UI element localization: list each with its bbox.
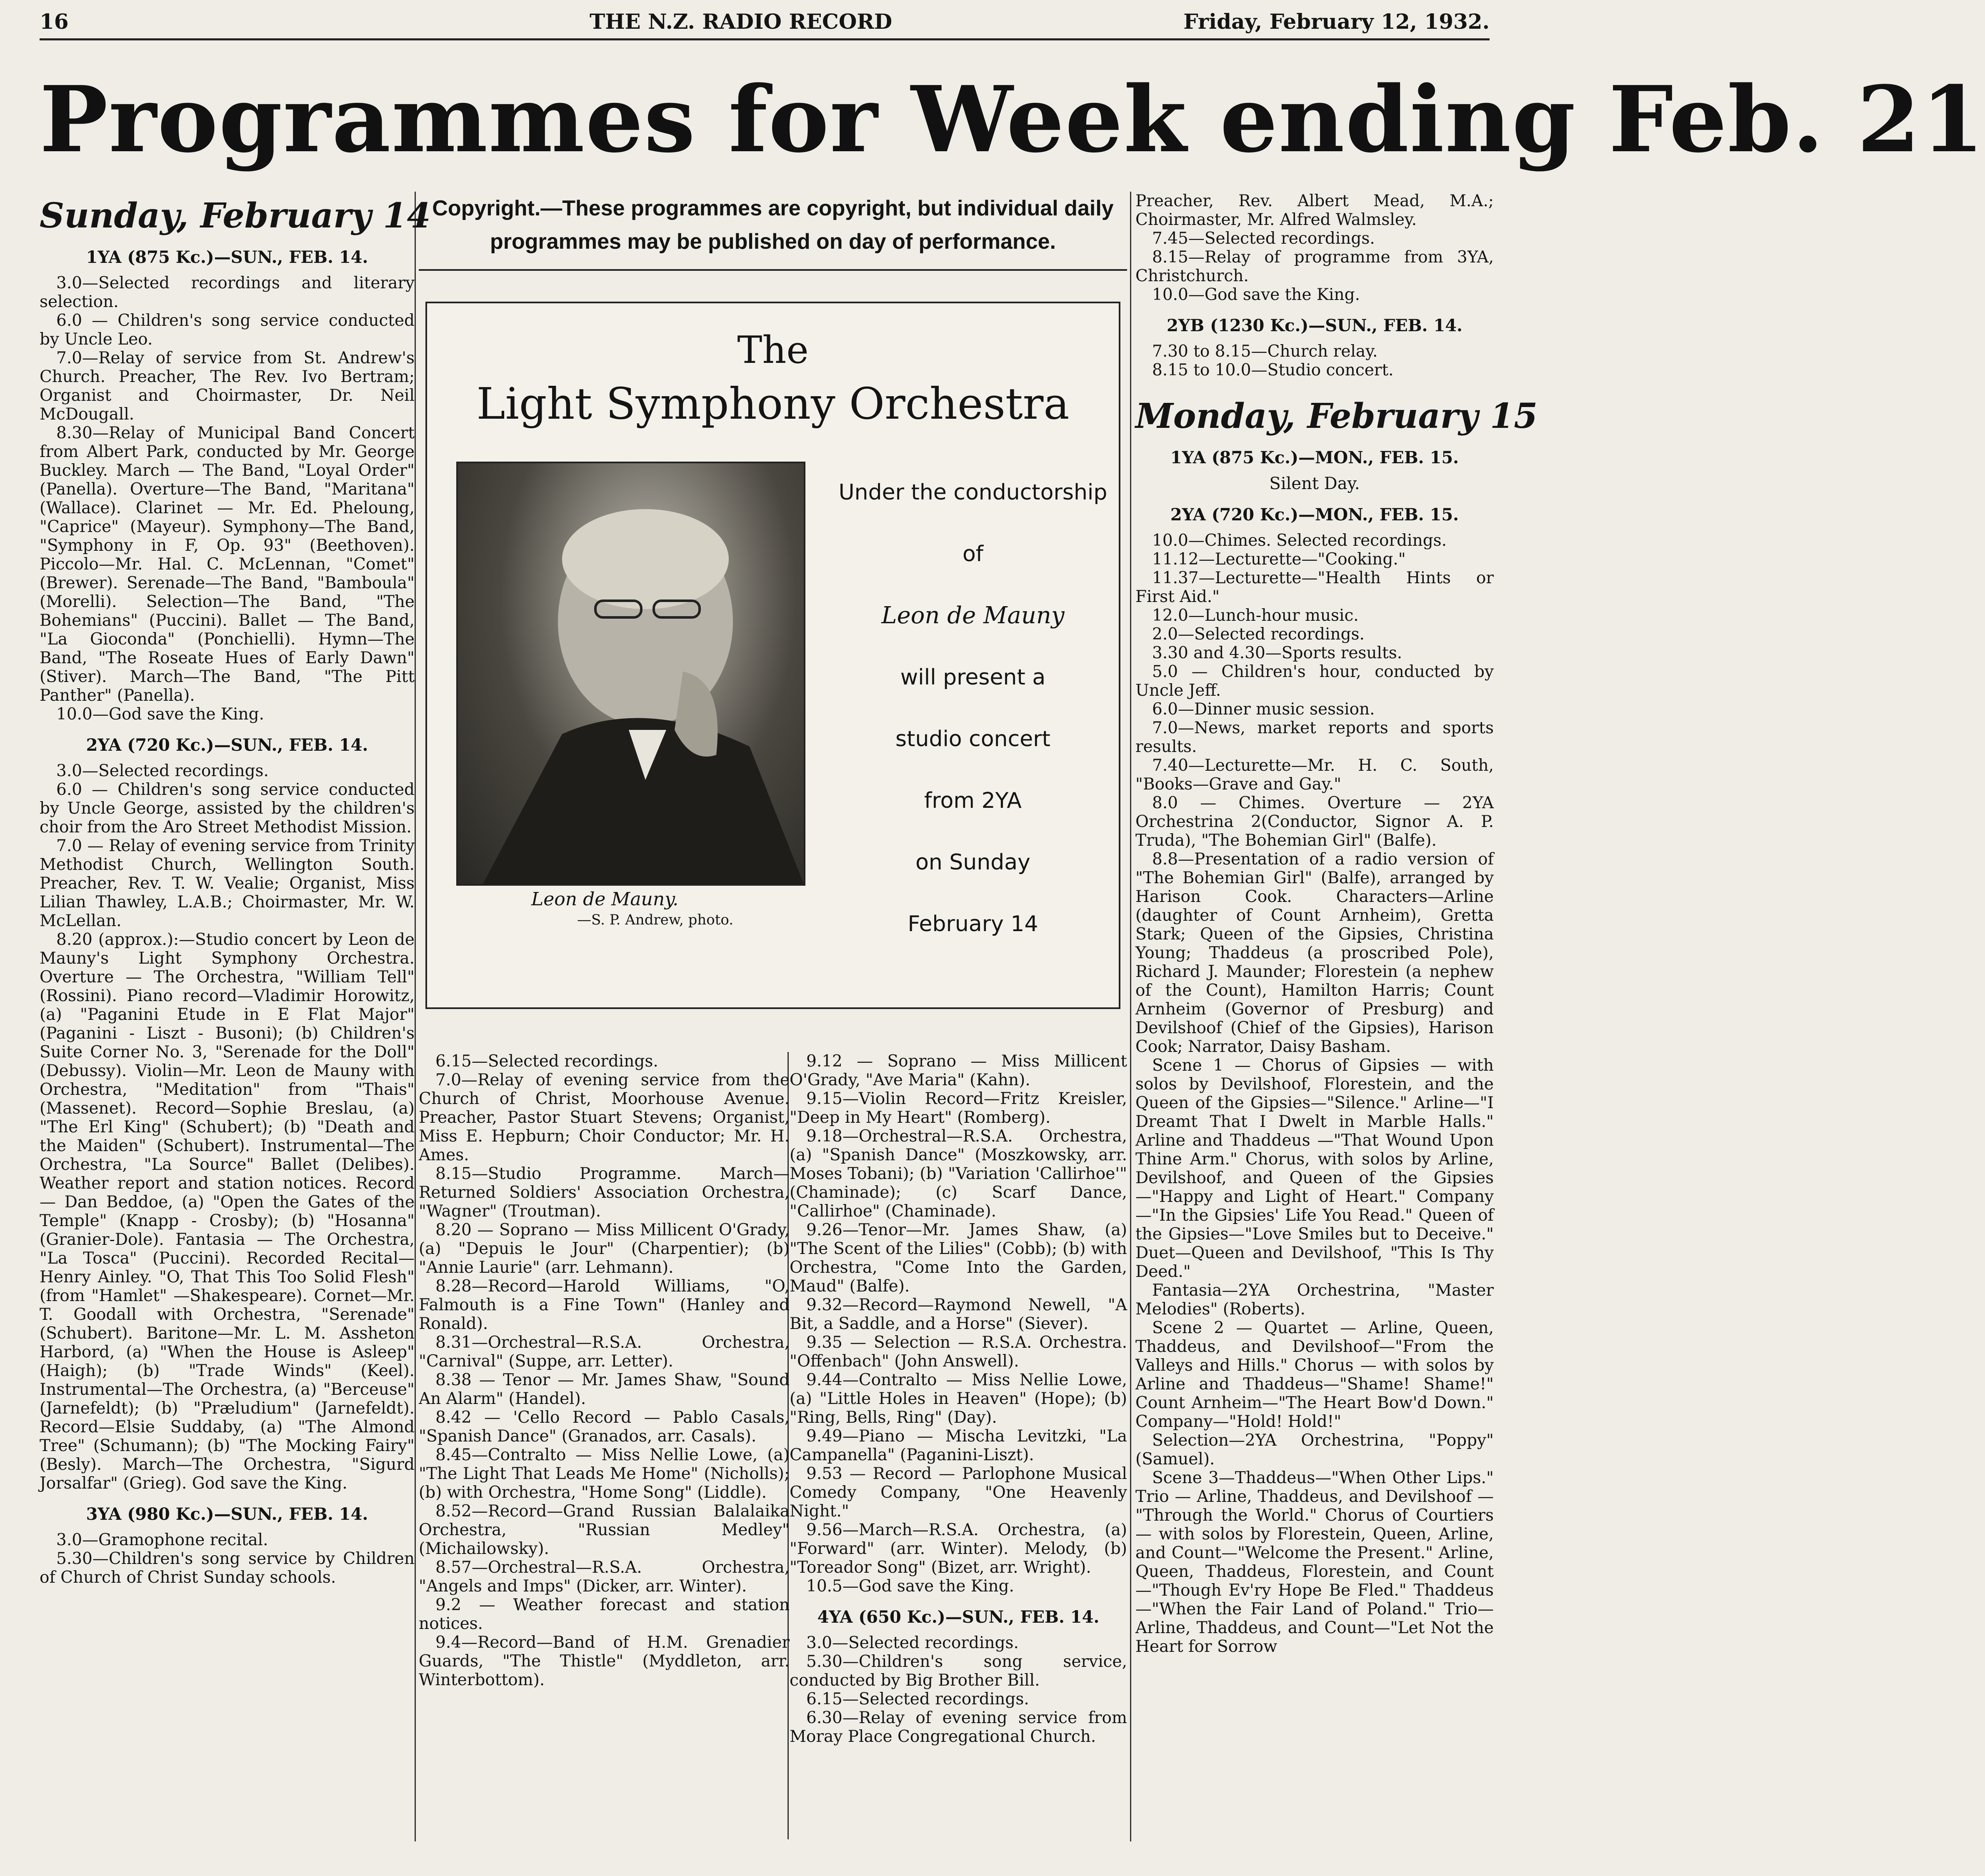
programme-entry: Scene 1 — Chorus of Gipsies — with solos by Devilshoof, Florestein, and the Queen of the Gipsies—"Silence." Arline—"I Dreamt That I Dwelt in Marble Halls." Arline and Thaddeus —"That Wound Upon Thine Arm." Chorus, with solos by Arline, Devilshoof, and Queen of the Gipsies—"Happy and Light of Heart." Company—"In the Gipsies' Life You Read." Queen of the Gipsies—"Love Smiles but to Deceive." Duet—Queen and Devilshoof, "This Is Thy Deed." [1135,1056,1494,1281]
programme-entry: 7.0—Relay of service from St. Andrew's Church. Preacher, The Rev. Ivo Bertram; Organist and Choirmaster, Dr. Neil McDougall. [40,349,415,424]
programme-entry: 6.30—Relay of evening service from Moray Place Congregational Church. [790,1709,1127,1746]
column-2 [419,1052,790,1689]
programme-entry: 8.15—Relay of programme from 3YA, Christchurch. [1135,248,1494,285]
advert-line: on Sunday [915,850,1030,875]
programme-entry: 9.26—Tenor—Mr. James Shaw, (a) "The Scent of the Lilies" (Cobb); (b) with Orchestra, "Come Into the Garden, Maud" (Balfe). [790,1221,1127,1296]
programme-entry: 7.0 — Relay of evening service from Trinity Methodist Church, Wellington South. Preacher, Rev. T. W. Vealie; Organist, Miss Lilian Thawley, L.A.B.; Choirmaster, Mr. W. McLellan. [40,837,415,930]
programme-entry: Selection—2YA Orchestrina, "Poppy" (Samuel). [1135,1431,1494,1469]
orchestra-advert [425,302,1120,1009]
advert-line: Under the conductorship [838,480,1108,505]
programme-entry: 2.0—Selected recordings. [1152,625,1365,644]
programme-entry: 10.0—Chimes. Selected recordings. [1152,531,1447,550]
programme-entry: 6.0 — Children's song service conducted by Uncle George, assisted by the children's choir from the Aro Street Methodist Mission. [40,780,415,837]
advert-line: will present a [900,665,1046,690]
silent-day-note: Silent Day. [1269,474,1360,493]
programme-entry: 8.20 — Soprano — Miss Millicent O'Grady, (a) "Depuis le Jour" (Charpentier); (b) "Annie Laurie" (arr. Lehmann). [419,1221,790,1277]
programme-entry: 5.30—Children's song service, conducted by Big Brother Bill. [790,1652,1127,1690]
programme-entry: Fantasia—2YA Orchestrina, "Master Melodies" (Roberts). [1135,1281,1494,1319]
programme-entry: 9.35 — Selection — R.S.A. Orchestra. "Offenbach" (John Answell). [790,1333,1127,1371]
advert-details [802,462,1144,955]
advert-line: February 14 [908,912,1038,937]
programme-entry: 9.15—Violin Record—Fritz Kreisler, "Deep in My Heart" (Romberg). [790,1089,1127,1127]
copyright-notice: Copyright.—These programmes are copyright, but individual daily programmes may be published on day of performance. [419,192,1127,271]
programme-entry: 3.0—Selected recordings. [56,762,269,780]
programme-entry: 9.12 — Soprano — Miss Millicent O'Grady, "Ave Maria" (Kahn). [790,1052,1127,1089]
column-4 [1135,192,1538,1656]
column-1 [40,192,431,1587]
station-heading-1ya-monday: 1YA (875 Kc.)—MON., FEB. 15. [1170,448,1459,467]
programme-entry: 8.31—Orchestral—R.S.A. Orchestra, "Carnival" (Suppe, arr. Letter). [419,1333,790,1371]
programme-entry: Scene 2 — Quartet — Arline, Queen, Thaddeus, and Devilshoof—"From the Valleys and Hills." Chorus — with solos by Arline and Thaddeus—"Shame! Shame!" Count Arnheim—"The Heart Bow'd Down." Company—"Hold! Hold!" [1135,1319,1494,1431]
programme-entry: 5.0 — Children's hour, conducted by Uncle Jeff. [1135,662,1494,700]
programme-entry: 7.0—News, market reports and sports results. [1135,719,1494,756]
programme-entry: 7.45—Selected recordings. [1152,229,1375,248]
programme-entry: 7.40—Lecturette—Mr. H. C. South, "Books—Grave and Gay." [1135,756,1494,794]
photo-caption: Leon de Mauny. [531,889,679,910]
programme-entry: 10.0—God save the King. [1152,285,1360,304]
programme-entry: 9.53 — Record — Parlophone Musical Comedy Company, "One Heavenly Night." [790,1464,1127,1521]
conductor-name: Leon de Mauny [881,602,1065,629]
programme-entry: 11.12—Lecturette—"Cooking." [1152,550,1406,569]
programme-entry: 8.30—Relay of Municipal Band Concert from Albert Park, conducted by Mr. George Buckley. March — The Band, "Loyal Order" (Panella). Overture—The Band, "Maritana" (Wallace). Clarinet — Mr. Ed. Pheloung, "Caprice" (Mayeur). Symphony—The Band, "Symphony in F, Op. 93" (Beethoven). Piccolo—Mr. Hal. C. McLennan, "Comet" (Brewer). Serenade—The Band, "Bamboula" (Morelli). Selection—The Band, "The Bohemians" (Puccini). Ballet — The Band, "La Gioconda" (Ponchielli). Hymn—The Band, "The Roseate Hues of Early Dawn" (Stiver). March—The Band, "The Pitt Panther" (Panella). [40,424,415,705]
advert-the: The [737,328,809,372]
programme-entry: 9.18—Orchestral—R.S.A. Orchestra, (a) "Spanish Dance" (Moszkowsky, arr. Moses Tobani); (b) "Variation 'Callirhoe'" (Chaminade); (c) Scarf Dance, "Callirhoe" (Chaminade). [790,1127,1127,1221]
column-3 [790,1052,1127,1746]
issue-date: Friday, February 12, 1932. [1183,9,1490,34]
programme-entry: 8.15—Studio Programme. March—Returned Soldiers' Association Orchestra, "Wagner" (Troutman). [419,1164,790,1221]
day-heading-monday: Monday, February 15 [1135,396,1538,436]
advert-line: studio concert [895,727,1050,752]
programme-entry: 11.37—Lecturette—"Health Hints or First Aid." [1135,569,1494,606]
programme-entry: 8.28—Record—Harold Williams, "O, Falmouth is a Fine Town" (Hanley and Ronald). [419,1277,790,1333]
programme-entry: Scene 3—Thaddeus—"When Other Lips." Trio — Arline, Thaddeus, and Devilshoof — "Through the World." Chorus of Courtiers — with solos by Florestein, Queen, Arline, and Count—"Welcome the Present." Arline, Queen, Thaddeus, Florestein, and Count—"Though Ev'ry Hope Be Fled." Thaddeus—"When the Fair Land of Poland." Trio—Arline, Thaddeus, and Count—"Let Not the Heart for Sorrow [1135,1469,1494,1656]
publication-name: THE N.Z. RADIO RECORD [590,9,892,34]
station-heading-2yb: 2YB (1230 Kc.)—SUN., FEB. 14. [1167,316,1462,335]
portrait-illustration [458,463,804,884]
programme-entry: 9.2 — Weather forecast and station notices. [419,1596,790,1633]
programme-entry: 9.44—Contralto — Miss Nellie Lowe, (a) "Little Holes in Heaven" (Hope); (b) "Ring, Bells, Ring" (Day). [790,1371,1127,1427]
programme-entry: 8.15 to 10.0—Studio concert. [1152,361,1394,380]
programme-entry: 12.0—Lunch-hour music. [1152,606,1359,625]
station-heading-3ya: 3YA (980 Kc.)—SUN., FEB. 14. [86,1504,368,1524]
header-rule [40,38,1490,40]
programme-entry: 3.0—Selected recordings. [806,1634,1019,1652]
station-heading-2ya: 2YA (720 Kc.)—SUN., FEB. 14. [86,735,368,755]
station-heading-4ya: 4YA (650 Kc.)—SUN., FEB. 14. [817,1607,1100,1627]
day-heading-sunday: Sunday, February 14 [40,196,431,236]
advert-line: from 2YA [924,788,1022,813]
programme-entry: 8.52—Record—Grand Russian Balalaika Orchestra, "Russian Medley" (Michailowsky). [419,1502,790,1558]
programme-entry: 9.49—Piano — Mischa Levitzki, "La Campanella" (Paganini-Liszt). [790,1427,1127,1464]
programme-entry: 6.15—Selected recordings. [435,1052,658,1071]
programme-entry: 3.0—Selected recordings and literary selection. [40,274,415,311]
page-title: Programmes for Week ending Feb. 21 [40,66,1985,173]
station-heading-1ya: 1YA (875 Kc.)—SUN., FEB. 14. [86,247,368,267]
advert-orchestra-name: Light Symphony Orchestra [476,378,1070,429]
programme-entry: 7.0—Relay of evening service from the Church of Christ, Moorhouse Avenue. Preacher, Pastor Stuart Stevens; Organist, Miss E. Hepburn; Choir Conductor; Mr. H. Ames. [419,1071,790,1164]
programme-entry: 5.30—Children's song service by Children of Church of Christ Sunday schools. [40,1549,415,1587]
programme-entry: 8.38 — Tenor — Mr. James Shaw, "Sound An Alarm" (Handel). [419,1371,790,1408]
programme-entry: 10.0—God save the King. [56,705,264,724]
programme-entry: 8.45—Contralto — Miss Nellie Lowe, (a) "The Light That Leads Me Home" (Nicholls); (b) with Orchestra, "Home Song" (Liddle). [419,1446,790,1502]
page-header [40,9,1490,38]
feature-block [419,192,1127,1009]
advert-line: of [962,542,984,567]
programme-entry: 8.20 (approx.):—Studio concert by Leon de Mauny's Light Symphony Orchestra. Overture — The Orchestra, "William Tell" (Rossini). Piano record—Vladimir Horowitz, (a) "Paganini Etude in E Flat Major" (Paganini - Liszt - Busoni); (b) Children's Suite Corner No. 3, "Serenade for the Doll" (Debussy). Violin—Mr. Leon de Mauny with Orchestra, "Meditation" from "Thais" (Massenet). Record—Sophie Breslau, (a) "The Erl King" (Schubert); (b) "Death and the Maiden" (Schubert). Instrumental—The Orchestra, "La Source" Ballet (Delibes). Weather report and station notices. Record — Dan Beddoe, (a) "Open the Gates of the Temple" (Knapp - Crosby); (b) "Hosanna" (Granier-Dole). Fantasia — The Orchestra, "La Tosca" (Puccini). Recorded Recital—Henry Ainley. "O, That This Too Solid Flesh" (from "Hamlet" —Shakespeare). Cornet—Mr. T. Goodall with Orchestra, "Serenade" (Schubert). Baritone—Mr. L. M. Assheton Harbord, (a) "When the House is Asleep" (Haigh); (b) "Trade Winds" (Keel). Instrumental—The Orchestra, (a) "Berceuse" (Jarnefeldt); (b) "Præludium" (Jarnefeldt). Record—Elsie Suddaby, (a) "The Almond Tree" (Schumann); (b) "The Mocking Fairy" (Besly). March—The Orchestra, "Sigurd Jorsalfar" (Grieg). God save the King. [40,930,415,1493]
programme-entry: 6.15—Selected recordings. [806,1690,1029,1709]
programme-entry: 7.30 to 8.15—Church relay. [1152,342,1378,361]
programme-entry: 3.0—Gramophone recital. [56,1531,268,1549]
programme-entry: Preacher, Rev. Albert Mead, M.A.; Choirmaster, Mr. Alfred Walmsley. [1135,192,1494,229]
column-divider [1130,192,1131,1841]
programme-entry: 3.30 and 4.30—Sports results. [1152,644,1402,662]
programme-entry: 6.0 — Children's song service conducted by Uncle Leo. [40,311,415,349]
programme-entry: 6.0—Dinner music session. [1152,700,1375,719]
programme-entry: 8.57—Orchestral—R.S.A. Orchestra, "Angels and Imps" (Dicker, arr. Winter). [419,1558,790,1596]
programme-entry: 8.42 — 'Cello Record — Pablo Casals, "Spanish Dance" (Granados, arr. Casals). [419,1408,790,1446]
programme-entry: 10.5—God save the King. [806,1577,1014,1596]
programme-entry: 8.8—Presentation of a radio version of "The Bohemian Girl" (Balfe), arranged by Harison Cook. Characters—Arline (daughter of Count Arnheim), Gretta Stark; Queen of the Gipsies, Christina Young; Thaddeus (a proscribed Pole), Richard J. Maunder; Florestein (a nephew of the Count), Hamilton Harris; Count Arnheim (Governor of Presburg) and Devilshoof (Chief of the Gipsies), Harison Cook; Narrator, Daisy Basham. [1135,850,1494,1056]
photo-credit: —S. P. Andrew, photo. [577,912,734,928]
programme-entry: 9.4—Record—Band of H.M. Grenadier Guards, "The Thistle" (Myddleton, arr. Winterbottom). [419,1633,790,1689]
column-divider [415,192,416,1841]
conductor-photo [456,462,805,886]
programme-entry: 9.56—March—R.S.A. Orchestra, (a) "Forward" (arr. Winter). Melody, (b) "Toreador Song" (Bizet, arr. Wright). [790,1521,1127,1577]
page-number: 16 [40,9,69,34]
programme-entry: 8.0 — Chimes. Overture — 2YA Orchestrina 2(Conductor, Signor A. P. Truda), "The Bohemian Girl" (Balfe). [1135,794,1494,850]
programme-entry: 9.32—Record—Raymond Newell, "A Bit, a Saddle, and a Horse" (Siever). [790,1296,1127,1333]
station-heading-2ya-monday: 2YA (720 Kc.)—MON., FEB. 15. [1170,505,1459,525]
